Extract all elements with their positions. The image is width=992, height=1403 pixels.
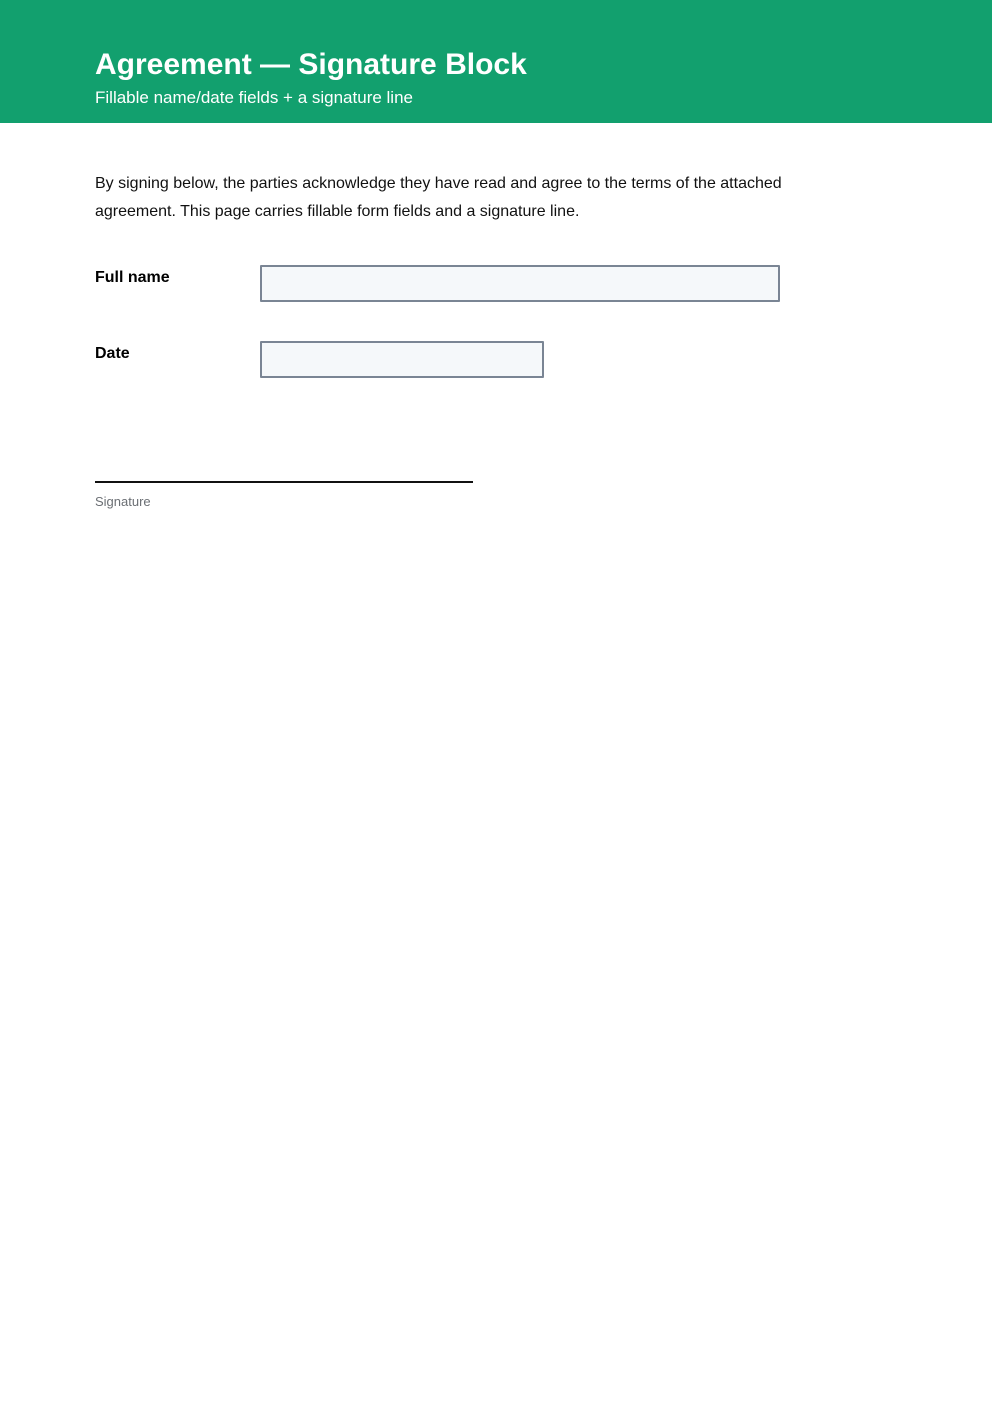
page-header [0, 0, 992, 123]
date-label: Date [95, 345, 130, 362]
signature-line[interactable] [95, 481, 473, 483]
full-name-field[interactable] [260, 265, 780, 302]
intro-paragraph: By signing below, the parties acknowledge they have read and agree to the terms of the attached agreement. This page carries fillable form fields and a signature line. [95, 175, 782, 220]
full-name-label: Full name [95, 269, 170, 286]
date-field[interactable] [260, 341, 544, 378]
signature-caption: Signature [95, 494, 151, 509]
page-subtitle: Fillable name/date fields + a signature line [95, 88, 413, 107]
page-title: Agreement — Signature Block [95, 48, 527, 81]
